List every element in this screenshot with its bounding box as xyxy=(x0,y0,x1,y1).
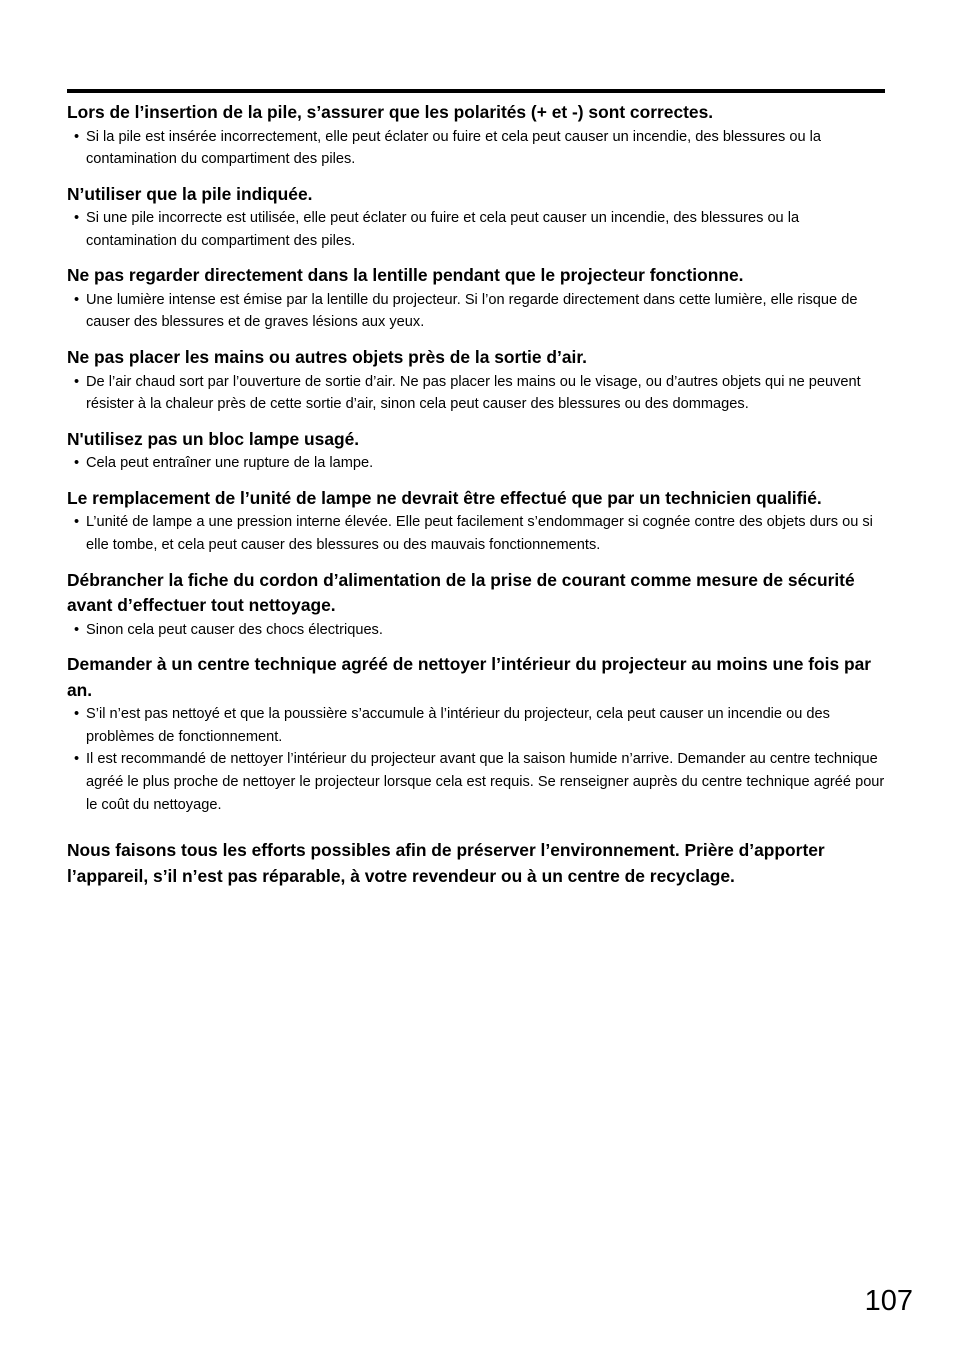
section-heading: Ne pas regarder directement dans la lentille pendant que le projecteur fonctionne. xyxy=(67,265,744,286)
bullet-icon: • xyxy=(74,210,80,227)
section-battery-polarity xyxy=(67,100,885,171)
top-rule xyxy=(67,89,885,93)
bullet-icon: • xyxy=(74,706,80,723)
bullet-list xyxy=(67,511,885,556)
bullet-text: Si une pile incorrecte est utilisée, elle peut éclater ou fuire et cela peut causer un incendie, des blessures ou la contamination du compartiment des piles. xyxy=(86,210,800,249)
section-specified-battery xyxy=(67,182,885,253)
bullet-item xyxy=(67,371,885,416)
bullet-text: Il est recommandé de nettoyer l’intérieur du projecteur avant que la saison humide n’arrive. Demander au centre technique agréé le plus proche de nettoyer le projecteur lorsque cela est requis. Se renseigner auprès du centre technique agréé pour le coût du nettoyage. xyxy=(86,751,885,813)
bullet-list xyxy=(67,371,885,416)
bullet-item xyxy=(67,126,885,171)
bullet-text: Sinon cela peut causer des chocs électriques. xyxy=(86,621,383,638)
bullet-icon: • xyxy=(74,455,80,472)
bullet-item xyxy=(67,511,885,556)
section-used-lamp xyxy=(67,427,885,475)
bullet-list xyxy=(67,703,885,816)
bullet-list xyxy=(67,619,885,642)
bullet-icon: • xyxy=(74,621,80,638)
section-heading: N'utilisez pas un bloc lampe usagé. xyxy=(67,428,360,449)
section-heading: Le remplacement de l’unité de lampe ne devrait être effectué que par un technicien qualifié. xyxy=(67,487,822,508)
bullet-item xyxy=(67,619,885,642)
bullet-text: S’il n’est pas nettoyé et que la poussière s’accumule à l’intérieur du projecteur, cela peut causer un incendie ou des problèmes de fonctionnement. xyxy=(86,706,830,745)
section-lamp-replacement xyxy=(67,486,885,557)
section-heading: N’utiliser que la pile indiquée. xyxy=(67,183,313,204)
page-number: 107 xyxy=(864,1285,913,1317)
section-annual-cleaning xyxy=(67,652,885,816)
bullet-text: L’unité de lampe a une pression interne élevée. Elle peut facilement s’endommager si cognée contre des objets durs ou si elle tombe, et cela peut causer des blessures ou des mauvais fonctionnements. xyxy=(86,514,873,553)
section-unplug-before-cleaning xyxy=(67,568,885,642)
bullet-icon: • xyxy=(74,751,80,768)
section-environment xyxy=(67,838,885,889)
bullet-item xyxy=(67,703,885,748)
bullet-item xyxy=(67,452,885,475)
section-heading: Débrancher la fiche du cordon d’alimentation de la prise de courant comme mesure de sécurité avant d’effectuer tout nettoyage. xyxy=(67,569,855,616)
section-heading: Demander à un centre technique agréé de nettoyer l’intérieur du projecteur au moins une fois par an. xyxy=(67,654,872,700)
section-lens-warning xyxy=(67,263,885,334)
section-heading: Lors de l’insertion de la pile, s’assurer que les polarités (+ et -) sont correctes. xyxy=(67,102,714,122)
bullet-item xyxy=(67,289,885,334)
section-heading: Nous faisons tous les efforts possibles afin de préserver l’environnement. Prière d’apporter l’appareil, s’il n’est pas réparable, à votre revendeur ou à un centre de recyclage. xyxy=(67,840,825,886)
bullet-list xyxy=(67,126,885,171)
bullet-list xyxy=(67,289,885,334)
bullet-icon: • xyxy=(74,373,80,390)
bullet-text: Cela peut entraîner une rupture de la lampe. xyxy=(86,455,374,472)
section-heading: Ne pas placer les mains ou autres objets près de la sortie d’air. xyxy=(67,347,587,368)
bullet-text: Si la pile est insérée incorrectement, elle peut éclater ou fuire et cela peut causer un incendie, des blessures ou la contamination du compartiment des piles. xyxy=(86,128,821,168)
bullet-text: De l’air chaud sort par l’ouverture de sortie d’air. Ne pas placer les mains ou le visage, ou d’autres objets qui ne peuvent résister à la chaleur près de cette sortie d’air, sinon cela peut causer des blessures ou des dommages. xyxy=(86,373,861,413)
bullet-list xyxy=(67,207,885,252)
bullet-item xyxy=(67,748,885,816)
page-content xyxy=(67,100,885,900)
bullet-icon: • xyxy=(74,291,80,308)
bullet-icon: • xyxy=(74,128,80,145)
bullet-list xyxy=(67,452,885,475)
bullet-icon: • xyxy=(74,514,80,531)
bullet-text: Une lumière intense est émise par la lentille du projecteur. Si l’on regarde directement dans cette lumière, elle risque de causer des blessures et de graves lésions aux yeux. xyxy=(86,291,858,331)
section-air-outlet xyxy=(67,345,885,416)
bullet-item xyxy=(67,207,885,252)
